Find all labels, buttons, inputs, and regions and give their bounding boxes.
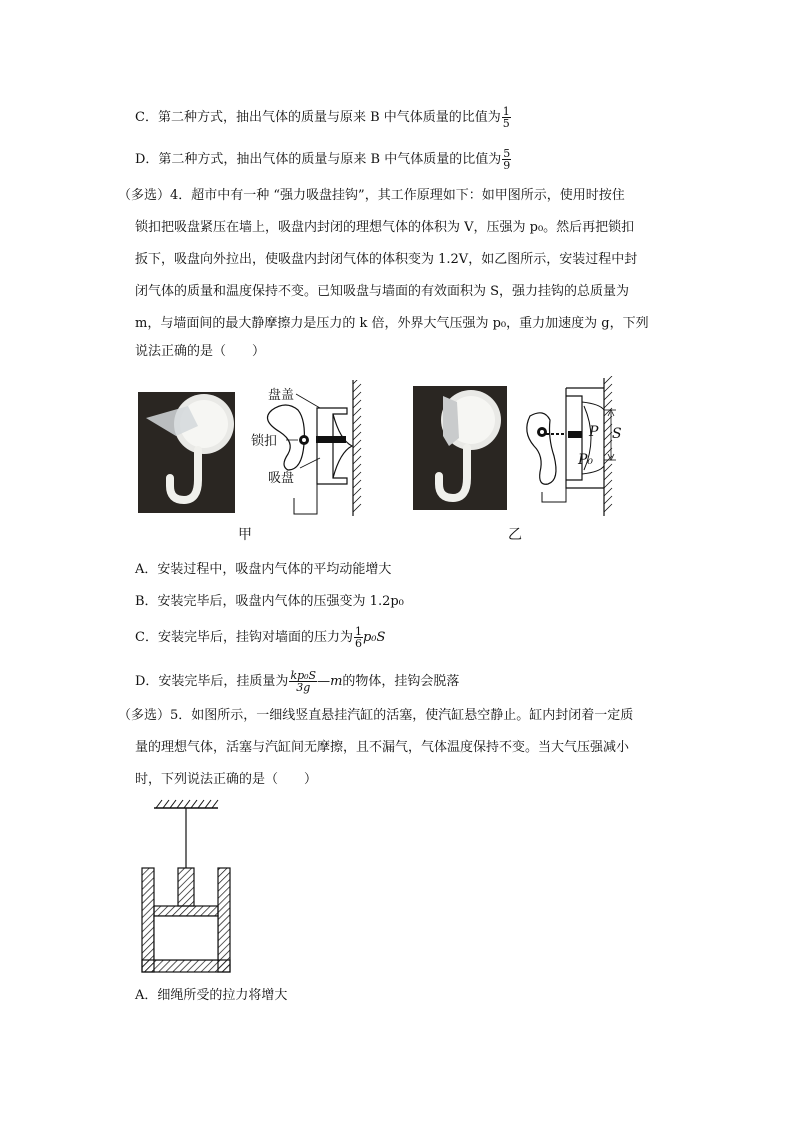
q4-photo-jia <box>138 392 235 513</box>
label-cover: 盘盖 <box>268 388 295 403</box>
q3-option-c <box>135 106 511 129</box>
q3-option-d-den: 9 <box>503 159 511 172</box>
suction-hook-photo-jia <box>138 392 235 513</box>
q4-option-c-den: 6 <box>354 637 362 650</box>
q3-option-c-num: 1 <box>502 105 510 118</box>
label-S: S <box>612 426 622 442</box>
label-P0: P₀ <box>578 452 594 468</box>
q4-line-2: 锁扣把吸盘紧压在墙上，吸盘内封闭的理想气体的体积为 V，压强为 p₀。然后再把锁扣 <box>135 220 635 235</box>
q4-line-3: 扳下，吸盘向外拉出，使吸盘内封闭气体的体积变为 1.2V，如乙图所示，安装过程中封 <box>135 252 638 267</box>
label-cup: 吸盘 <box>268 471 295 486</box>
q4-option-c-expr: p₀S <box>362 630 386 645</box>
suction-hook-photo-yi <box>413 386 507 510</box>
q4-option-c <box>135 626 385 649</box>
q4-photo-yi <box>413 386 507 510</box>
q4-option-c-fraction <box>354 626 363 649</box>
q4-option-d-fraction <box>289 670 317 693</box>
label-lock: 锁扣 <box>251 434 278 449</box>
q3-option-c-text: C．第二种方式，抽出气体的质量与原来 B 中气体质量的比值为 <box>135 110 501 125</box>
q3-option-d-num: 5 <box>503 147 511 160</box>
q3-option-d-text: D．第二种方式，抽出气体的质量与原来 B 中气体质量的比值为 <box>135 152 502 167</box>
q4-diagram-yi <box>520 376 630 518</box>
q4-option-d <box>135 670 459 693</box>
caption-yi: 乙 <box>508 527 522 543</box>
q3-option-c-den: 5 <box>502 117 510 130</box>
q4-line-5: m，与墙面间的最大静摩擦力是压力的 k 倍，外界大气压强为 p₀，重力加速度为 g，下列 <box>135 316 649 331</box>
label-P: P <box>589 424 599 440</box>
q4-option-d-num: kp₀S <box>290 669 317 682</box>
q4-line-6: 说法正确的是（ ） <box>135 344 266 359</box>
q4-option-c-text: C．安装完毕后，挂钩对墙面的压力为 <box>135 630 353 645</box>
q4-option-d-tail: 的物体，挂钩会脱落 <box>342 674 460 689</box>
q4-option-d-text: D．安装完毕后，挂质量为 <box>135 674 289 689</box>
q4-option-d-den: 3g <box>296 681 311 694</box>
q5-cylinder-diagram <box>136 796 236 976</box>
q5-line-3: 时，下列说法正确的是（ ） <box>135 772 318 787</box>
caption-jia: 甲 <box>238 527 252 543</box>
q3-option-d <box>135 148 511 171</box>
q4-option-c-num: 1 <box>354 625 362 638</box>
q5-line-2: 量的理想气体，活塞与汽缸间无摩擦，且不漏气，气体温度保持不变。当大气压强减小 <box>135 740 630 755</box>
q5-line-1: （多选）5．如图所示，一细线竖直悬挂汽缸的活塞，使汽缸悬空静止。缸内封闭着一定质 <box>118 708 634 723</box>
q4-option-d-minus-m: —m <box>317 674 343 689</box>
q4-option-a: A．安装过程中，吸盘内气体的平均动能增大 <box>135 562 392 577</box>
q4-option-b: B．安装完毕后，吸盘内气体的压强变为 1.2p₀ <box>135 594 404 609</box>
q4-line-1: （多选）4．超市中有一种 “强力吸盘挂钩”，其工作原理如下：如甲图所示，使用时按住 <box>118 188 625 203</box>
q4-line-4: 闭气体的质量和温度保持不变。已知吸盘与墙面的有效面积为 S，强力挂钩的总质量为 <box>135 284 630 299</box>
q4-diagram-jia <box>240 380 380 520</box>
q3-option-c-fraction <box>502 106 511 129</box>
q3-option-d-fraction <box>502 148 511 171</box>
q5-option-a: A．细绳所受的拉力将增大 <box>135 988 288 1003</box>
